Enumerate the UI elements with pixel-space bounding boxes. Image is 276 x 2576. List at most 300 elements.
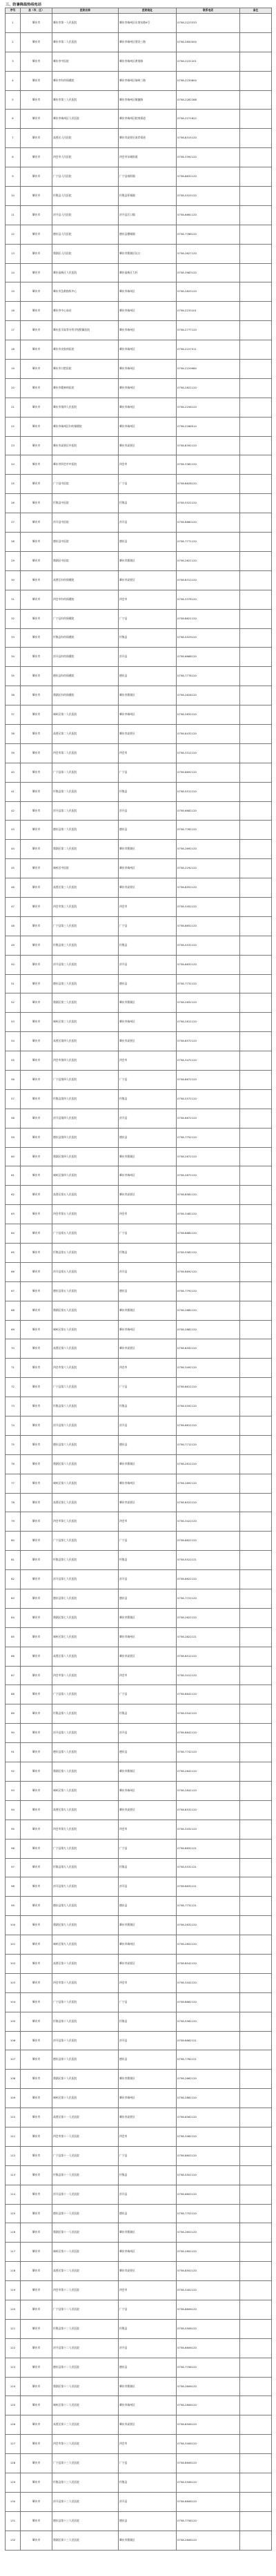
table-row (6, 724, 272, 743)
table-row (6, 225, 272, 244)
row-hospital-name: 广宁县第五人民医院 (52, 1224, 119, 1244)
row-phone: 0758-6662121 (177, 2031, 240, 2050)
row-area: 肇庆市 (21, 2415, 52, 2435)
row-phone: 0758-2233101 (177, 302, 240, 321)
table-row (6, 2338, 272, 2358)
row-remark (240, 2108, 272, 2127)
row-phone: 0758-2627120 (177, 244, 240, 263)
row-address: 德庆县 (119, 2204, 177, 2223)
row-phone: 0758-3492120 (177, 1359, 240, 1378)
row-area: 肇庆市 (21, 1800, 52, 1820)
row-area: 肇庆市 (21, 148, 52, 167)
row-hospital-name: 德庆县第四人民医院 (52, 1128, 119, 1147)
row-address: 肇庆市高要区 (119, 724, 177, 743)
row-address: 四会市 (119, 743, 177, 763)
row-area: 肇庆市 (21, 1551, 52, 1570)
row-phone: 0758-8592120 (177, 1339, 240, 1359)
row-hospital-name: 怀集县第十一人民医院 (52, 2165, 119, 2185)
row-remark (240, 2204, 272, 2223)
row-hospital-name: 端州区中医院 (52, 859, 119, 878)
row-number: 94 (6, 1800, 21, 1820)
row-number: 17 (6, 321, 21, 340)
row-hospital-name: 高要区第四人民医院 (52, 1032, 119, 1051)
row-area: 肇庆市 (21, 2243, 52, 2262)
row-hospital-name: 广宁县妇幼保健院 (52, 609, 119, 628)
table-row (6, 1858, 272, 1877)
row-remark (240, 2377, 272, 2396)
row-remark (240, 110, 272, 129)
row-area: 肇庆市 (21, 2165, 52, 2185)
row-area: 肇庆市 (21, 974, 52, 993)
row-address: 肇庆市端州区黄岗路 (119, 52, 177, 71)
row-address: 肇庆市鼎湖区 (119, 1608, 177, 1627)
row-remark (240, 1032, 272, 1051)
row-remark (240, 1973, 272, 1992)
row-phone: 0758-7752120 (177, 1128, 240, 1147)
table-row (6, 1589, 272, 1609)
row-number: 128 (6, 2454, 21, 2473)
table-row (6, 2127, 272, 2146)
row-remark (240, 1224, 272, 1244)
row-hospital-name: 德庆县第三人民医院 (52, 974, 119, 993)
row-number: 113 (6, 2165, 21, 2185)
row-address: 怀集县 (119, 628, 177, 648)
table-row (6, 244, 272, 263)
table-row (6, 1359, 272, 1378)
table-row (6, 321, 272, 340)
row-address: 肇庆市端州区 (119, 378, 177, 398)
row-hospital-name: 怀集县第二人民医院 (52, 782, 119, 801)
row-phone: 0758-6682120 (177, 801, 240, 821)
row-remark (240, 1397, 272, 1416)
row-area: 肇庆市 (21, 2070, 52, 2089)
table-row (6, 1205, 272, 1224)
row-remark (240, 1378, 272, 1397)
row-address: 广宁县 (119, 1685, 177, 1704)
row-hospital-name: 封开县第三人民医院 (52, 955, 119, 974)
row-phone: 0758-5522120 (177, 494, 240, 513)
row-hospital-name: 封开县中医院 (52, 513, 119, 533)
row-hospital-name: 怀集县第四人民医院 (52, 1089, 119, 1109)
table-row (6, 2300, 272, 2319)
row-phone: 0758-7771120 (177, 533, 240, 552)
row-phone: 0758-6632120 (177, 955, 240, 974)
row-area: 肇庆市 (21, 1051, 52, 1071)
row-remark (240, 2435, 272, 2454)
row-phone: 0758-2223333 (177, 14, 240, 33)
row-remark (240, 955, 272, 974)
row-area: 肇庆市 (21, 1839, 52, 1858)
row-hospital-name: 鼎湖区第十三人民医院 (52, 2531, 119, 2550)
row-remark (240, 2300, 272, 2319)
row-phone: 0758-2602120 (177, 2223, 240, 2243)
row-number: 53 (6, 1013, 21, 1032)
row-hospital-name: 封开县第十一人民医院 (52, 2185, 119, 2204)
table-header-row (6, 8, 272, 14)
row-remark (240, 1301, 272, 1320)
row-address: 肇庆市高要区 (119, 2415, 177, 2435)
row-number: 57 (6, 1089, 21, 1109)
row-area: 肇庆市 (21, 2300, 52, 2319)
row-phone: 0758-7788120 (177, 225, 240, 244)
row-hospital-name: 肇庆市端州区妇幼保健院 (52, 417, 119, 436)
table-row (6, 1512, 272, 1532)
row-phone: 0758-7706120 (177, 2358, 240, 2377)
row-area: 肇庆市 (21, 1512, 52, 1532)
row-hospital-name: 肇庆市精神病医院 (52, 378, 119, 398)
row-number: 4 (6, 71, 21, 90)
table-row (6, 110, 272, 129)
row-remark (240, 302, 272, 321)
row-phone: 0758-5582120 (177, 1244, 240, 1263)
row-area: 肇庆市 (21, 570, 52, 590)
row-area: 肇庆市 (21, 1858, 52, 1877)
row-area: 肇庆市 (21, 916, 52, 936)
row-area: 肇庆市 (21, 993, 52, 1013)
row-address: 肇庆市端州区 (119, 321, 177, 340)
table-row (6, 1378, 272, 1397)
row-address: 封开县 (119, 1570, 177, 1589)
row-address: 肇庆市鼎湖区 (119, 1916, 177, 1935)
row-address: 肇庆市高要区 (119, 1800, 177, 1820)
row-address: 肇庆市端州区 (119, 2089, 177, 2108)
row-number: 46 (6, 878, 21, 898)
row-number: 58 (6, 1109, 21, 1128)
row-phone: 0758-7732120 (177, 974, 240, 993)
table-row (6, 859, 272, 878)
row-remark (240, 494, 272, 513)
table-row (6, 1724, 272, 1743)
table-row (6, 1820, 272, 1839)
row-number: 25 (6, 475, 21, 494)
row-address: 肇庆市鼎湖区 (119, 1147, 177, 1166)
row-remark (240, 743, 272, 763)
row-area: 肇庆市 (21, 878, 52, 898)
row-hospital-name: 广宁县第十三人民医院 (52, 2454, 119, 2473)
header-no: 序号 (6, 8, 21, 14)
row-address: 肇庆市端州区 (119, 1781, 177, 1800)
table-row (6, 32, 272, 52)
row-phone: 0758-6608120 (177, 2492, 240, 2511)
row-address: 肇庆市端州区 (119, 1627, 177, 1647)
row-address: 肇庆市端州区东岗东路9号 (119, 14, 177, 33)
row-number: 64 (6, 1224, 21, 1244)
row-phone: 0758-7742120 (177, 1743, 240, 1762)
row-hospital-name: 广宁县第六人民医院 (52, 1378, 119, 1397)
row-area: 肇庆市 (21, 2473, 52, 2493)
row-hospital-name: 端州区第十人民医院 (52, 2089, 119, 2108)
row-hospital-name: 肇庆市第三人民医院 (52, 90, 119, 110)
row-remark (240, 2031, 272, 2050)
row-phone: 0758-2621120 (177, 551, 240, 570)
row-hospital-name: 怀集县第十人民医院 (52, 2012, 119, 2031)
table-row (6, 2165, 272, 2185)
table-row (6, 340, 272, 360)
row-address: 封开县 (119, 1262, 177, 1281)
hotline-table (5, 8, 272, 2551)
row-area: 肇庆市 (21, 1724, 52, 1743)
row-number: 1 (6, 14, 21, 33)
row-address: 德庆县 (119, 533, 177, 552)
row-hospital-name: 鼎湖区第十二人民医院 (52, 2377, 119, 2396)
row-address: 肇庆市鼎湖区 (119, 2223, 177, 2243)
table-row (6, 2031, 272, 2050)
row-address: 封开县 (119, 2031, 177, 2050)
row-number: 76 (6, 1454, 21, 1474)
row-remark (240, 1244, 272, 1263)
row-phone: 0758-8632121 (177, 1839, 240, 1858)
row-address: 广宁县南街镇 (119, 167, 177, 187)
row-hospital-name: 封开县人民医院 (52, 205, 119, 225)
row-hospital-name: 四会市第十一人民医院 (52, 2127, 119, 2146)
row-number: 92 (6, 1762, 21, 1782)
row-remark (240, 1570, 272, 1589)
table-row (6, 1839, 272, 1858)
row-remark (240, 1897, 272, 1916)
row-number: 22 (6, 417, 21, 436)
row-area: 肇庆市 (21, 1397, 52, 1416)
row-number: 99 (6, 1897, 21, 1916)
table-row (6, 513, 272, 533)
row-address: 封开县 (119, 801, 177, 821)
row-address: 怀集县 (119, 2012, 177, 2031)
table-row (6, 2108, 272, 2127)
row-area: 肇庆市 (21, 417, 52, 436)
row-area: 肇庆市 (21, 648, 52, 667)
row-phone: 0758-3406120 (177, 2435, 240, 2454)
row-remark (240, 1089, 272, 1109)
row-hospital-name: 四会市第十二人民医院 (52, 2281, 119, 2300)
row-remark (240, 1474, 272, 1493)
row-phone: 0758-2282288 (177, 90, 240, 110)
row-hospital-name: 端州区第九人民医院 (52, 1935, 119, 1955)
row-hospital-name: 肇庆市第二人民医院 (52, 32, 119, 52)
table-row (6, 2262, 272, 2281)
table-row (6, 1685, 272, 1704)
row-hospital-name: 鼎湖区第三人民医院 (52, 993, 119, 1013)
row-address: 封开县 (119, 513, 177, 533)
row-hospital-name: 怀集县第十二人民医院 (52, 2319, 119, 2338)
row-hospital-name: 端州区第三人民医院 (52, 1013, 119, 1032)
row-remark (240, 705, 272, 725)
table-row (6, 1416, 272, 1436)
row-area: 肇庆市 (21, 1166, 52, 1186)
table-row (6, 2204, 272, 2223)
row-area: 肇庆市 (21, 1147, 52, 1166)
row-number: 119 (6, 2281, 21, 2300)
table-row (6, 993, 272, 1013)
row-address: 肇庆市高要区 (119, 1339, 177, 1359)
row-area: 肇庆市 (21, 2531, 52, 2550)
row-remark (240, 1647, 272, 1666)
row-hospital-name: 端州区第六人民医院 (52, 1474, 119, 1493)
row-number: 61 (6, 1166, 21, 1186)
row-hospital-name: 德庆县第六人民医院 (52, 1435, 119, 1454)
table-row (6, 897, 272, 916)
row-hospital-name: 端州区第四人民医院 (52, 1166, 119, 1186)
row-area: 肇庆市 (21, 1704, 52, 1724)
row-number: 86 (6, 1647, 21, 1666)
row-phone: 0758-8606120 (177, 2300, 240, 2319)
row-hospital-name: 怀集县第五人民医院 (52, 1244, 119, 1263)
table-row (6, 2511, 272, 2531)
row-hospital-name: 高要区第十人民医院 (52, 1954, 119, 1973)
table-row (6, 1992, 272, 2012)
row-number: 5 (6, 90, 21, 110)
row-hospital-name: 封开县第七人民医院 (52, 1570, 119, 1589)
row-number: 41 (6, 782, 21, 801)
row-remark (240, 1704, 272, 1724)
row-address: 德庆县 (119, 1281, 177, 1301)
table-row (6, 1570, 272, 1589)
row-address: 怀集县 (119, 1397, 177, 1416)
row-number: 16 (6, 302, 21, 321)
row-hospital-name: 肇庆市中医院 (52, 52, 119, 71)
row-area: 肇庆市 (21, 1897, 52, 1916)
row-remark (240, 2012, 272, 2031)
table-row (6, 1089, 272, 1109)
row-hospital-name: 肇庆市第四人民医院 (52, 398, 119, 417)
row-phone: 0758-2628120 (177, 686, 240, 705)
row-remark (240, 436, 272, 455)
row-phone: 0758-2825120 (177, 282, 240, 302)
row-hospital-name: 德庆县第十人民医院 (52, 2050, 119, 2070)
row-remark (240, 609, 272, 628)
row-remark (240, 1839, 272, 1858)
row-area: 肇庆市 (21, 1762, 52, 1782)
row-phone: 0758-8522120 (177, 1493, 240, 1512)
row-address: 怀集县 (119, 2473, 177, 2493)
table-row (6, 686, 272, 705)
row-area: 肇庆市 (21, 1877, 52, 1897)
row-remark (240, 897, 272, 916)
table-row (6, 2070, 272, 2089)
row-number: 118 (6, 2262, 21, 2281)
row-hospital-name: 怀集县中医院 (52, 494, 119, 513)
row-hospital-name: 肇庆高新区人民医院 (52, 263, 119, 282)
row-phone: 0758-2608120 (177, 2531, 240, 2550)
row-address: 怀集县 (119, 782, 177, 801)
row-phone: 0758-3382120 (177, 455, 240, 475)
row-remark (240, 1128, 272, 1147)
row-hospital-name: 德庆县中医院 (52, 533, 119, 552)
row-remark (240, 2089, 272, 2108)
row-phone: 0758-3312120 (177, 743, 240, 763)
table-row (6, 1070, 272, 1089)
row-phone: 0758-6692120 (177, 1262, 240, 1281)
row-hospital-name: 高要区第八人民医院 (52, 1647, 119, 1666)
row-hospital-name: 怀集县第八人民医院 (52, 1704, 119, 1724)
row-number: 56 (6, 1070, 21, 1089)
row-phone: 0758-2231201 (177, 52, 240, 71)
row-hospital-name: 鼎湖区第二人民医院 (52, 840, 119, 859)
table-row (6, 1781, 272, 1800)
table-row (6, 1877, 272, 1897)
row-area: 肇庆市 (21, 1281, 52, 1301)
row-remark (240, 686, 272, 705)
row-number: 91 (6, 1743, 21, 1762)
row-phone: 0758-8602120 (177, 2146, 240, 2165)
row-remark (240, 14, 272, 33)
row-address: 封开县 (119, 648, 177, 667)
row-area: 肇庆市 (21, 71, 52, 90)
row-area: 肇庆市 (21, 2185, 52, 2204)
row-number: 98 (6, 1877, 21, 1897)
table-row (6, 2473, 272, 2493)
table-row (6, 167, 272, 187)
table-row (6, 667, 272, 686)
table-row (6, 533, 272, 552)
row-remark (240, 2338, 272, 2358)
table-row (6, 2454, 272, 2473)
row-phone: 0758-5532120 (177, 936, 240, 955)
row-address: 德庆县 (119, 1128, 177, 1147)
row-phone: 0758-6672120 (177, 1109, 240, 1128)
row-number: 24 (6, 455, 21, 475)
row-area: 肇庆市 (21, 840, 52, 859)
row-hospital-name: 高要区第五人民医院 (52, 1186, 119, 1205)
row-phone: 0758-2622120 (177, 1608, 240, 1627)
row-address: 怀集县 (119, 494, 177, 513)
row-remark (240, 782, 272, 801)
row-hospital-name: 端州区第五人民医院 (52, 1320, 119, 1339)
row-phone: 0758-2271622 (177, 110, 240, 129)
row-phone: 0758-8682120 (177, 1224, 240, 1244)
row-number: 123 (6, 2358, 21, 2377)
row-phone: 0758-2832120 (177, 705, 240, 725)
table-row (6, 302, 272, 321)
table-row (6, 1743, 272, 1762)
row-area: 肇庆市 (21, 398, 52, 417)
row-area: 肇庆市 (21, 763, 52, 782)
row-address: 肇庆市高要区 (119, 570, 177, 590)
row-area: 肇庆市 (21, 494, 52, 513)
row-hospital-name: 怀集县第九人民医院 (52, 1858, 119, 1877)
table-row (6, 2012, 272, 2031)
row-number: 49 (6, 936, 21, 955)
row-hospital-name: 封开县妇幼保健院 (52, 648, 119, 667)
row-number: 121 (6, 2319, 21, 2338)
row-area: 肇庆市 (21, 1205, 52, 1224)
row-area: 肇庆市 (21, 936, 52, 955)
row-address: 肇庆市高要区南岸街道 (119, 129, 177, 148)
row-hospital-name: 广宁县第十人民医院 (52, 1992, 119, 2012)
header-hospital: 医院名称 (52, 8, 119, 14)
row-phone: 0758-2632120 (177, 1916, 240, 1935)
row-address: 封开县 (119, 1877, 177, 1897)
row-area: 肇庆市 (21, 1916, 52, 1935)
row-phone: 0758-7722120 (177, 1589, 240, 1609)
table-row (6, 1800, 272, 1820)
row-remark (240, 282, 272, 302)
row-remark (240, 1666, 272, 1685)
row-address: 肇庆市高要区 (119, 2108, 177, 2127)
row-number: 63 (6, 1205, 21, 1224)
row-number: 103 (6, 1973, 21, 1992)
row-remark (240, 360, 272, 379)
table-row (6, 2377, 272, 2396)
row-phone: 0758-8312120 (177, 570, 240, 590)
row-hospital-name: 端州区第十一人民医院 (52, 2243, 119, 2262)
table-row (6, 360, 272, 379)
row-phone: 0758-8652120 (177, 916, 240, 936)
row-phone: 0758-2806120 (177, 2396, 240, 2415)
row-phone: 0758-8432120 (177, 724, 240, 743)
row-remark (240, 801, 272, 821)
row-address: 广宁县 (119, 1532, 177, 1551)
row-area: 肇庆市 (21, 724, 52, 743)
row-phone: 0758-5508120 (177, 2473, 240, 2493)
